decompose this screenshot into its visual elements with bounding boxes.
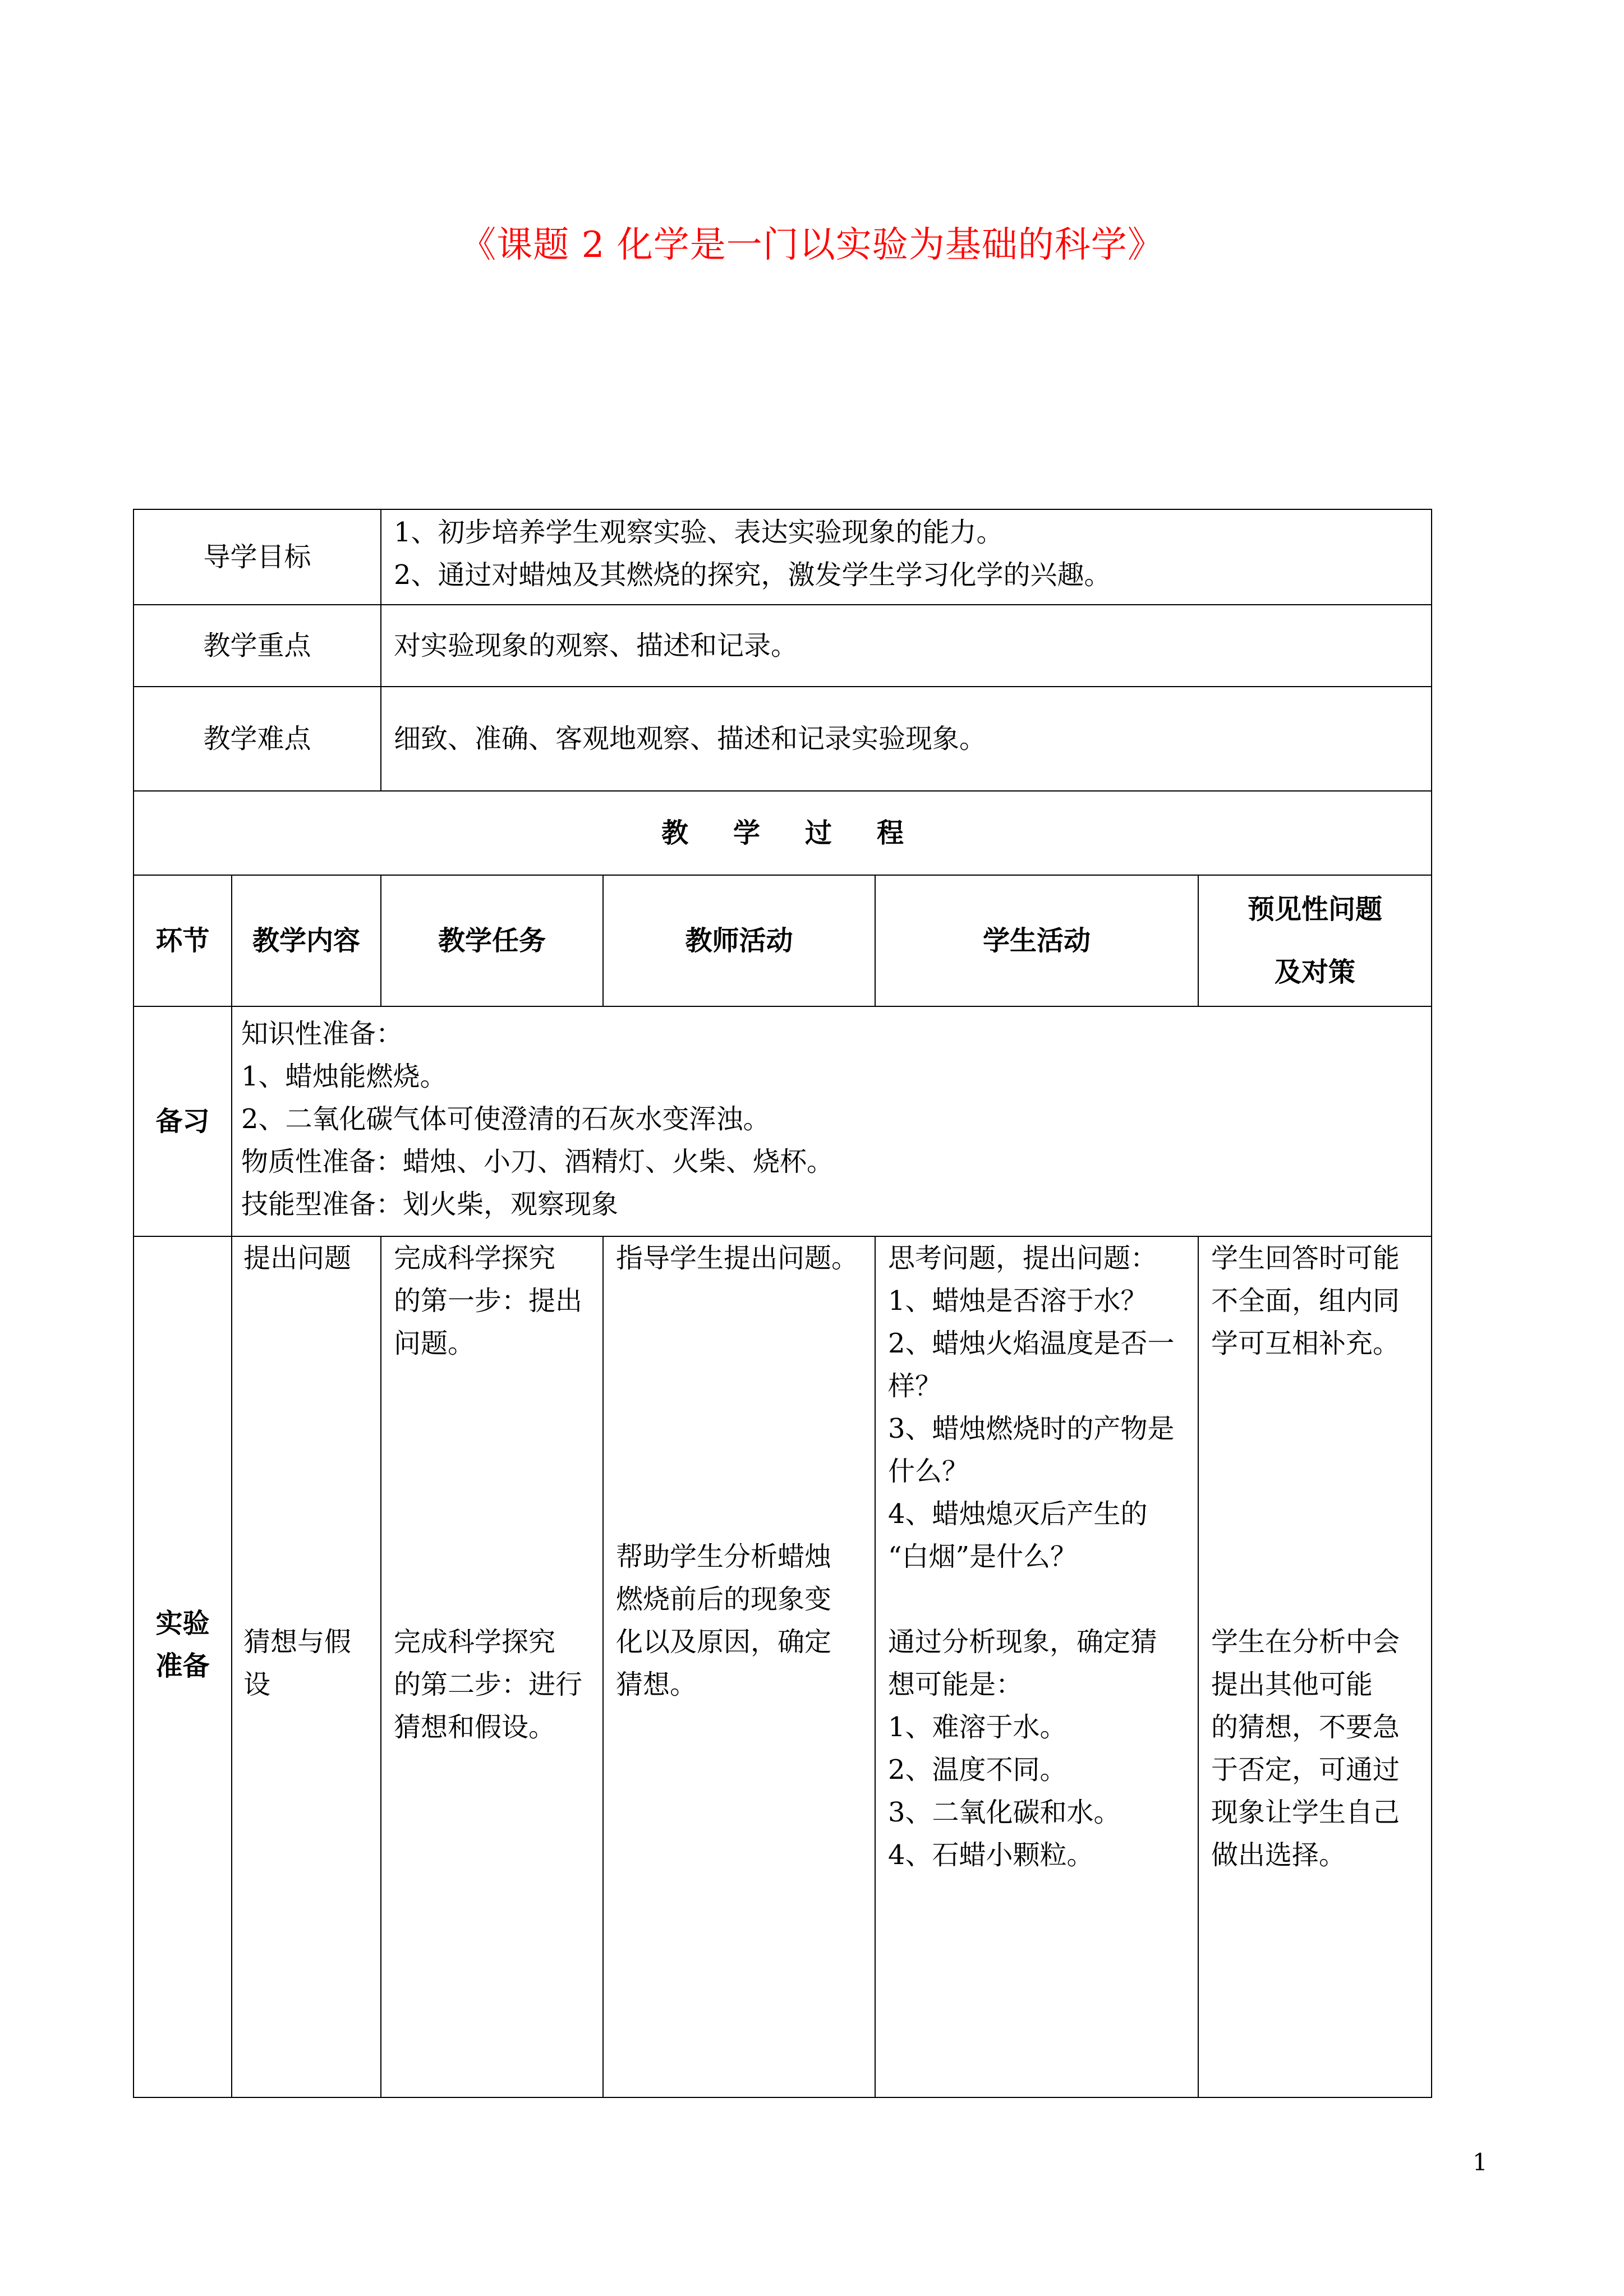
experiment-foresee-cell [1198,1236,1432,2097]
goals-content [381,509,1432,605]
student-part1-line: 4、蜡烛熄灭后产生的 [888,1498,1148,1530]
col-teacher: 教师活动 [603,875,875,1006]
key-points-text: 对实验现象的观察、描述和记录。 [381,605,1432,687]
teacher-part2-line: 燃烧前后的现象变 [616,1584,832,1615]
col-student: 学生活动 [875,875,1198,1006]
content-part2-line1: 猜想与假 [243,1626,352,1658]
review-line: 1、蜡烛能燃烧。 [241,1061,447,1092]
column-header-row [134,875,1432,1006]
task-part1-line: 的第一步：提出 [394,1285,583,1317]
task-part2-line: 的第二步：进行 [394,1669,583,1700]
foresee-part2-line: 现象让学生自己 [1211,1797,1400,1828]
col-task: 教学任务 [381,875,603,1006]
col-foresee [1198,875,1432,1006]
difficulties-row [134,687,1432,791]
col-content: 教学内容 [232,875,381,1006]
process-header-row [134,791,1432,875]
experiment-content-cell [232,1236,381,2097]
experiment-label-line2: 准备 [155,1650,210,1682]
foresee-part2-line: 于否定，可通过 [1211,1754,1400,1786]
foresee-part1-line: 学可互相补充。 [1211,1328,1400,1359]
review-line: 知识性准备： [241,1018,403,1050]
teacher-part2-line: 猜想。 [616,1669,697,1700]
experiment-row [134,1236,1432,2097]
review-label: 备习 [134,1006,232,1236]
col-foresee-line1: 预见性问题 [1248,894,1383,925]
task-part2-line: 猜想和假设。 [394,1711,556,1743]
student-part2-line: 通过分析现象，确定猜 [888,1626,1158,1658]
student-part2-line: 2、温度不同。 [888,1754,1067,1786]
task-part1-line: 问题。 [394,1328,475,1359]
review-line: 技能型准备：划火柴，观察现象 [241,1189,619,1220]
foresee-part2-line: 做出选择。 [1211,1839,1346,1871]
student-part1-line: 样？ [888,1370,942,1402]
difficulties-text: 细致、准确、客观地观察、描述和记录实验现象。 [381,687,1432,791]
student-part1-line: 思考问题，提出问题： [888,1243,1158,1274]
goal-item: 2、通过对蜡烛及其燃烧的探究，激发学生学习化学的兴趣。 [394,559,1111,591]
student-part2-line: 4、石蜡小颗粒。 [888,1839,1094,1871]
review-row [134,1006,1432,1236]
student-part1-line: 1、蜡烛是否溶于水？ [888,1285,1148,1317]
student-part1-line: “白烟”是什么？ [888,1541,1078,1572]
student-part2-line: 1、难溶于水。 [888,1711,1067,1743]
review-line: 2、二氧化碳气体可使澄清的石灰水变浑浊。 [241,1103,770,1135]
experiment-student-cell [875,1236,1198,2097]
experiment-label-line1: 实验 [155,1607,210,1639]
experiment-teacher-cell [603,1236,875,2097]
document-title: 《课题 2 化学是一门以实验为基础的科学》 [460,224,1164,266]
key-points-label: 教学重点 [134,605,381,687]
foresee-part2-line: 学生在分析中会 [1211,1626,1400,1658]
goals-row [134,509,1432,605]
lesson-plan-table [133,509,1432,2098]
process-header: 教学过程 [134,791,1432,875]
foresee-part2-line: 提出其他可能 [1211,1669,1373,1700]
goal-item: 1、初步培养学生观察实验、表达实验现象的能力。 [394,517,1004,548]
review-line: 物质性准备：蜡烛、小刀、酒精灯、火柴、烧杯。 [241,1146,834,1177]
student-part1-line: 3、蜡烛燃烧时的产物是 [888,1413,1175,1444]
foresee-part1-line: 不全面，组内同 [1211,1285,1400,1317]
teacher-part2-line: 化以及原因，确定 [616,1626,832,1658]
page-number: 1 [1473,2148,1488,2176]
teacher-part2-line: 帮助学生分析蜡烛 [616,1541,832,1572]
task-part1-line: 完成科学探究 [394,1243,556,1274]
goals-label: 导学目标 [134,509,381,605]
key-points-row [134,605,1432,687]
foresee-part2-line: 的猜想，不要急 [1211,1711,1400,1743]
student-part1-line: 2、蜡烛火焰温度是否一 [888,1328,1175,1359]
experiment-task-cell [381,1236,603,2097]
teacher-part1: 指导学生提出问题。 [616,1243,859,1274]
task-part2-line: 完成科学探究 [394,1626,556,1658]
col-foresee-line2: 及对策 [1275,956,1356,988]
content-part2-line2: 设 [243,1669,271,1700]
review-content [232,1006,1432,1236]
student-part2-line: 想可能是： [888,1669,1023,1700]
student-part2-line: 3、二氧化碳和水。 [888,1797,1121,1828]
content-part1: 提出问题 [243,1243,352,1274]
experiment-label [134,1236,232,2097]
foresee-part1-line: 学生回答时可能 [1211,1243,1400,1274]
student-part1-line: 什么？ [888,1456,969,1487]
col-stage: 环节 [134,875,232,1006]
difficulties-label: 教学难点 [134,687,381,791]
